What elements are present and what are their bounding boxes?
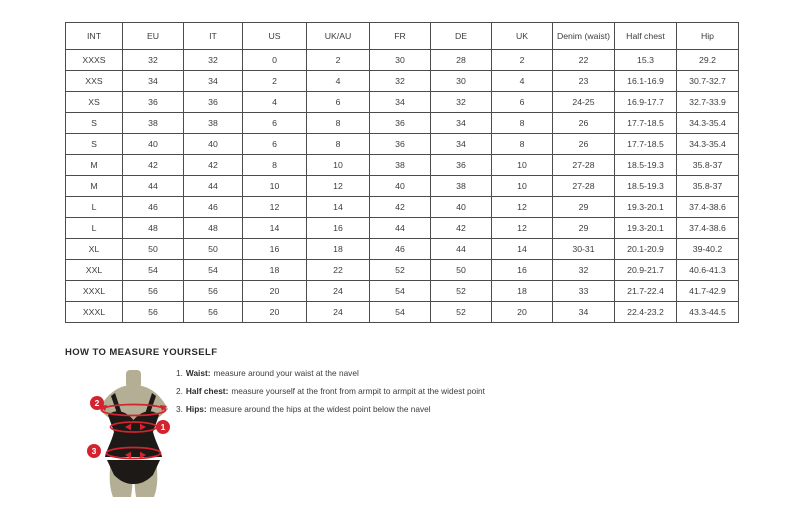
column-header: UK	[492, 23, 553, 50]
table-cell: 30-31	[553, 239, 615, 260]
table-cell: 2	[243, 71, 307, 92]
table-cell: 42	[370, 197, 431, 218]
table-cell: 46	[123, 197, 184, 218]
table-cell: 54	[370, 302, 431, 323]
table-cell: 8	[307, 113, 370, 134]
table-cell: 16.9-17.7	[615, 92, 677, 113]
table-cell: 8	[243, 155, 307, 176]
table-cell: 52	[431, 281, 492, 302]
instruction-text: measure yourself at the front from armpit to armpit at the widest point	[231, 386, 485, 396]
table-cell: 12	[243, 197, 307, 218]
table-cell: 17.7-18.5	[615, 134, 677, 155]
measure-instructions	[176, 369, 596, 423]
table-cell: 28	[431, 50, 492, 71]
table-cell: 29	[553, 218, 615, 239]
table-cell: 18	[492, 281, 553, 302]
table-cell: 22.4-23.2	[615, 302, 677, 323]
table-cell: 32	[123, 50, 184, 71]
instruction-item-waist	[176, 369, 596, 379]
table-cell: 4	[243, 92, 307, 113]
table-cell: 56	[184, 302, 243, 323]
instruction-label: Hips:	[185, 404, 207, 414]
table-cell: 42	[123, 155, 184, 176]
table-cell: 20	[243, 281, 307, 302]
table-cell: 6	[243, 113, 307, 134]
table-cell: 54	[123, 260, 184, 281]
instruction-number: 3.	[176, 404, 183, 414]
table-cell: 4	[492, 71, 553, 92]
table-cell: 26	[553, 113, 615, 134]
table-cell: 38	[184, 113, 243, 134]
table-cell: 39-40.2	[677, 239, 739, 260]
table-row	[66, 281, 739, 302]
table-cell: 34	[431, 113, 492, 134]
table-cell: 44	[431, 239, 492, 260]
table-row	[66, 134, 739, 155]
table-row	[66, 50, 739, 71]
table-cell: 36	[123, 92, 184, 113]
table-cell: 8	[492, 134, 553, 155]
column-header: UK/AU	[307, 23, 370, 50]
table-cell: 19.3-20.1	[615, 218, 677, 239]
column-header: Denim (waist)	[553, 23, 615, 50]
column-header: IT	[184, 23, 243, 50]
table-cell: 43.3-44.5	[677, 302, 739, 323]
table-row	[66, 239, 739, 260]
table-cell: 2	[492, 50, 553, 71]
table-cell: 8	[307, 134, 370, 155]
table-cell: 42	[431, 218, 492, 239]
measurement-figure	[82, 370, 187, 500]
table-cell: 18.5-19.3	[615, 155, 677, 176]
table-cell: 52	[370, 260, 431, 281]
table-cell: 30.7-32.7	[677, 71, 739, 92]
table-cell: 12	[492, 197, 553, 218]
table-cell: 44	[184, 176, 243, 197]
table-cell: 34	[431, 134, 492, 155]
instruction-label: Waist:	[185, 368, 211, 378]
table-cell: 32	[184, 50, 243, 71]
table-row	[66, 197, 739, 218]
table-cell: 38	[123, 113, 184, 134]
table-cell: 16	[492, 260, 553, 281]
table-cell: 50	[431, 260, 492, 281]
column-header: DE	[431, 23, 492, 50]
svg-text:2: 2	[94, 398, 100, 408]
table-cell: 44	[370, 218, 431, 239]
table-cell: 10	[307, 155, 370, 176]
table-cell: 52	[431, 302, 492, 323]
size-label-cell: XL	[66, 239, 123, 260]
svg-text:1: 1	[160, 422, 166, 432]
table-cell: 20	[243, 302, 307, 323]
size-label-cell: M	[66, 155, 123, 176]
table-cell: 35.8-37	[677, 155, 739, 176]
table-cell: 32.7-33.9	[677, 92, 739, 113]
table-cell: 17.7-18.5	[615, 113, 677, 134]
table-row	[66, 71, 739, 92]
size-label-cell: XXXL	[66, 281, 123, 302]
table-cell: 16	[243, 239, 307, 260]
figure-badge-hips	[87, 444, 101, 458]
table-cell: 37.4-38.6	[677, 197, 739, 218]
table-cell: 24-25	[553, 92, 615, 113]
table-cell: 32	[370, 71, 431, 92]
table-cell: 16	[307, 218, 370, 239]
size-label-cell: M	[66, 176, 123, 197]
table-cell: 56	[123, 281, 184, 302]
size-label-cell: XXXL	[66, 302, 123, 323]
table-cell: 46	[184, 197, 243, 218]
table-cell: 16.1-16.9	[615, 71, 677, 92]
table-cell: 38	[370, 155, 431, 176]
table-cell: 34.3-35.4	[677, 134, 739, 155]
table-cell: 18.5-19.3	[615, 176, 677, 197]
table-cell: 42	[184, 155, 243, 176]
table-cell: 22	[553, 50, 615, 71]
table-cell: 54	[370, 281, 431, 302]
table-cell: 40	[123, 134, 184, 155]
instruction-label: Half chest:	[185, 386, 229, 396]
size-label-cell: S	[66, 134, 123, 155]
table-cell: 36	[370, 134, 431, 155]
table-cell: 14	[243, 218, 307, 239]
measure-section-title: HOW TO MEASURE YOURSELF	[65, 347, 218, 358]
instruction-number: 1.	[176, 368, 183, 378]
table-cell: 34	[123, 71, 184, 92]
table-cell: 29	[553, 197, 615, 218]
table-cell: 56	[123, 302, 184, 323]
svg-text:3: 3	[91, 446, 97, 456]
table-cell: 14	[492, 239, 553, 260]
table-cell: 12	[307, 176, 370, 197]
table-row	[66, 176, 739, 197]
table-row	[66, 260, 739, 281]
table-cell: 30	[431, 71, 492, 92]
table-cell: 40.6-41.3	[677, 260, 739, 281]
figure-badge-waist	[156, 420, 170, 434]
table-header-row	[66, 23, 739, 50]
size-label-cell: L	[66, 197, 123, 218]
size-chart-table	[65, 22, 739, 323]
table-cell: 22	[307, 260, 370, 281]
instruction-item-hips	[176, 405, 596, 415]
table-cell: 29.2	[677, 50, 739, 71]
table-cell: 12	[492, 218, 553, 239]
table-cell: 20.9-21.7	[615, 260, 677, 281]
table-cell: 56	[184, 281, 243, 302]
table-row	[66, 92, 739, 113]
table-row	[66, 302, 739, 323]
size-label-cell: XS	[66, 92, 123, 113]
table-cell: 35.8-37	[677, 176, 739, 197]
table-cell: 10	[243, 176, 307, 197]
instruction-text: measure around the hips at the widest point below the navel	[209, 404, 431, 414]
table-cell: 36	[184, 92, 243, 113]
table-cell: 30	[370, 50, 431, 71]
table-cell: 27-28	[553, 155, 615, 176]
size-label-cell: XXL	[66, 260, 123, 281]
column-header: FR	[370, 23, 431, 50]
table-cell: 38	[431, 176, 492, 197]
column-header: EU	[123, 23, 184, 50]
table-cell: 21.7-22.4	[615, 281, 677, 302]
column-header: Half chest	[615, 23, 677, 50]
table-cell: 10	[492, 176, 553, 197]
table-row	[66, 113, 739, 134]
size-label-cell: XXXS	[66, 50, 123, 71]
table-cell: 18	[307, 239, 370, 260]
column-header: Hip	[677, 23, 739, 50]
table-cell: 6	[307, 92, 370, 113]
table-cell: 8	[492, 113, 553, 134]
size-label-cell: S	[66, 113, 123, 134]
instruction-text: measure around your waist at the navel	[213, 368, 359, 378]
table-row	[66, 155, 739, 176]
table-cell: 14	[307, 197, 370, 218]
table-cell: 48	[123, 218, 184, 239]
table-cell: 2	[307, 50, 370, 71]
table-cell: 32	[431, 92, 492, 113]
table-cell: 46	[370, 239, 431, 260]
table-cell: 19.3-20.1	[615, 197, 677, 218]
column-header: INT	[66, 23, 123, 50]
table-cell: 27-28	[553, 176, 615, 197]
table-cell: 34	[553, 302, 615, 323]
table-cell: 32	[553, 260, 615, 281]
table-cell: 18	[243, 260, 307, 281]
table-cell: 0	[243, 50, 307, 71]
table-cell: 4	[307, 71, 370, 92]
mannequin-illustration	[82, 370, 187, 500]
size-label-cell: L	[66, 218, 123, 239]
table-cell: 20	[492, 302, 553, 323]
column-header: US	[243, 23, 307, 50]
instruction-number: 2.	[176, 386, 183, 396]
table-cell: 23	[553, 71, 615, 92]
table-cell: 41.7-42.9	[677, 281, 739, 302]
table-cell: 20.1-20.9	[615, 239, 677, 260]
table-cell: 24	[307, 281, 370, 302]
table-cell: 15.3	[615, 50, 677, 71]
table-cell: 6	[492, 92, 553, 113]
instruction-item-half-chest	[176, 387, 596, 397]
table-cell: 40	[431, 197, 492, 218]
table-cell: 50	[184, 239, 243, 260]
table-cell: 50	[123, 239, 184, 260]
size-label-cell: XXS	[66, 71, 123, 92]
table-cell: 34	[370, 92, 431, 113]
table-cell: 6	[243, 134, 307, 155]
table-cell: 37.4-38.6	[677, 218, 739, 239]
table-cell: 48	[184, 218, 243, 239]
table-cell: 24	[307, 302, 370, 323]
table-cell: 34	[184, 71, 243, 92]
table-cell: 40	[184, 134, 243, 155]
table-cell: 36	[431, 155, 492, 176]
table-row	[66, 218, 739, 239]
table-cell: 34.3-35.4	[677, 113, 739, 134]
table-cell: 54	[184, 260, 243, 281]
table-cell: 44	[123, 176, 184, 197]
table-cell: 36	[370, 113, 431, 134]
table-cell: 33	[553, 281, 615, 302]
table-cell: 40	[370, 176, 431, 197]
table-cell: 26	[553, 134, 615, 155]
figure-badge-half-chest	[90, 396, 104, 410]
table-cell: 10	[492, 155, 553, 176]
